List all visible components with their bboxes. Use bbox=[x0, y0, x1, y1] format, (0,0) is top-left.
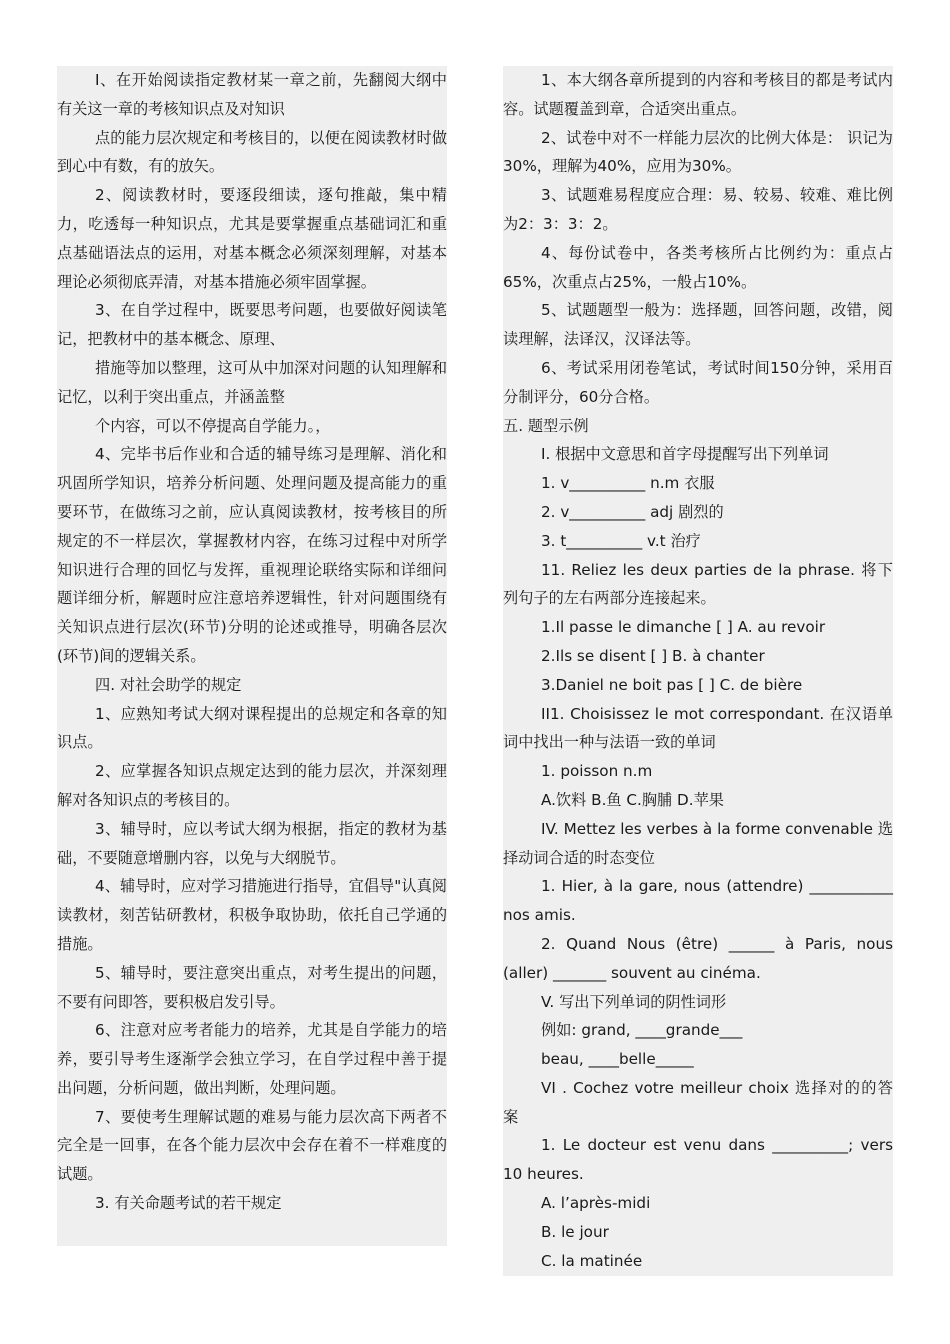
left-column-paragraph: 点的能力层次规定和考核目的，以便在阅读教材时做到心中有数，有的放矢。 bbox=[57, 128, 447, 176]
right-column-paragraph: VI . Cochez votre meilleur choix 选择对的的答案 bbox=[503, 1078, 893, 1126]
right-column-paragraph: 1、本大纲各章所提到的内容和考核目的都是考试内容。试题覆盖到章，合适突出重点。 bbox=[503, 71, 893, 118]
left-column-paragraph: 4、辅导时，应对学习措施进行指导，宜倡导"认真阅读教材，刻苦钻研教材，积极争取协助，依托自己学通的措施。 bbox=[57, 877, 447, 953]
left-column-paragraph: 3. 有关命题考试的若干规定 bbox=[95, 1194, 282, 1213]
right-column-paragraph: IV. Mettez les verbes à la forme convenable 选择动词合适的时态变位 bbox=[503, 819, 893, 867]
right-column-paragraph: 2. v__________ adj 剧烈的 bbox=[541, 502, 724, 521]
left-column-paragraph: 3、辅导时，应以考试大纲为根据，指定的教材为基础，不要随意增删内容，以免与大纲脱节。 bbox=[57, 819, 447, 867]
left-column-paragraph: 个内容，可以不停提高自学能力。， bbox=[95, 416, 331, 435]
right-column-paragraph: 3.Daniel ne boit pas [ ] C. de bière bbox=[541, 675, 803, 694]
right-column-paragraph: 1. v__________ n.m 衣服 bbox=[541, 474, 715, 493]
left-column-paragraph: 4、完毕书后作业和合适的辅导练习是理解、消化和巩固所学知识，培养分析问题、处理问题及提高能力的重要环节，在做练习之前，应认真阅读教材，按考核目的所规定的不一样层次，掌握教材内容，在练习过程中对所学知识进行合理的回忆与发挥，重视理论联络实际和详细问题详细分析，解题时应注意培养逻辑性，针对问题围绕有关知识点进行层次(环节)分明的论述或推导，明确各层次(环节)间的逻辑关系。 bbox=[57, 445, 447, 665]
right-column-paragraph: V. 写出下列单词的阴性词形 bbox=[541, 992, 727, 1011]
right-column-paragraph: beau, ____belle_____ bbox=[541, 1050, 694, 1069]
right-column-paragraph: B. le jour bbox=[541, 1222, 609, 1241]
right-column-paragraph: 6、考试采用闭卷笔试，考试时间150分钟，采用百分制评分，60分合格。 bbox=[503, 358, 893, 406]
right-column-paragraph: 5、试题题型一般为：选择题，回答问题，改错，阅读理解，法译汉，汉译法等。 bbox=[503, 301, 893, 349]
left-column-paragraph: 5、辅导时，要注意突出重点，对考生提出的问题，不要有问即答，要积极启发引导。 bbox=[57, 963, 447, 1011]
right-column-paragraph: 2. Quand Nous (être) ______ à Paris, nous (aller) _______ souvent au cinéma. bbox=[503, 934, 893, 982]
right-column-paragraph: 2.Ils se disent [ ] B. à chanter bbox=[541, 646, 765, 665]
right-column bbox=[503, 66, 893, 1276]
right-column-paragraph: 3、试题难易程度应合理：易、较易、较难、难比例为2：3：3：2。 bbox=[503, 186, 893, 233]
left-column-paragraph: 措施等加以整理，这可从中加深对问题的认知理解和记忆，以利于突出重点，并涵盖整 bbox=[57, 358, 447, 406]
right-column-paragraph: 4、每份试卷中，各类考核所占比例约为：重点占65%，次重点占25%，一般占10%。 bbox=[503, 243, 893, 291]
left-column bbox=[57, 66, 447, 1246]
right-column-paragraph: 1. Le docteur est venu dans __________; vers 10 heures. bbox=[503, 1136, 893, 1184]
right-column-paragraph: A. l’après-midi bbox=[541, 1194, 651, 1213]
left-column-paragraph: I、在开始阅读指定教材某一章之前，先翻阅大纲中有关这一章的考核知识点及对知识 bbox=[57, 71, 447, 118]
right-column-paragraph: 2、试卷中对不一样能力层次的比例大体是： 识记为30%，理解为40%，应用为30%。 bbox=[503, 128, 893, 176]
right-column-paragraph: 1. poisson n.m bbox=[541, 762, 653, 781]
right-column-paragraph: 3. t__________ v.t 治疗 bbox=[541, 531, 701, 550]
right-column-paragraph: 1.Il passe le dimanche [ ] A. au revoir bbox=[541, 618, 826, 637]
left-column-paragraph: 7、要使考生理解试题的难易与能力层次高下两者不完全是一回事，在各个能力层次中会存在着不一样难度的试题。 bbox=[57, 1107, 447, 1184]
left-column-paragraph: 3、在自学过程中，既要思考问题，也要做好阅读笔记，把教材中的基本概念、原理、 bbox=[57, 301, 447, 349]
left-column-paragraph: 6、注意对应考者能力的培养，尤其是自学能力的培养，要引导考生逐渐学会独立学习，在自学过程中善于提出问题，分析问题，做出判断，处理问题。 bbox=[57, 1021, 447, 1097]
right-column-paragraph: 五. 题型示例 bbox=[503, 416, 589, 435]
left-column-paragraph: 四. 对社会助学的规定 bbox=[95, 675, 242, 694]
right-column-paragraph: II1. Choisissez le mot correspondant. 在汉语单词中找出一种与法语一致的单词 bbox=[503, 704, 893, 752]
left-column-paragraph: 1、应熟知考试大纲对课程提出的总规定和各章的知识点。 bbox=[57, 704, 447, 752]
left-column-paragraph: 2、应掌握各知识点规定达到的能力层次，并深刻理解对各知识点的考核目的。 bbox=[57, 762, 447, 809]
right-column-paragraph: A.饮料 B.鱼 C.胸脯 D.苹果 bbox=[541, 790, 724, 809]
right-column-paragraph: C. la matinée bbox=[541, 1251, 643, 1270]
left-column-paragraph: 2、阅读教材时，要逐段细读，逐句推敲，集中精力，吃透每一种知识点，尤其是要掌握重点基础词汇和重点基础语法点的运用，对基本概念必须深刻理解，对基本理论必须彻底弄清，对基本措施必须牢固掌握。 bbox=[57, 186, 447, 291]
right-column-paragraph: 例如: grand, ____grande___ bbox=[541, 1021, 743, 1040]
right-column-paragraph: 1. Hier, à la gare, nous (attendre) ___________ nos amis. bbox=[503, 877, 893, 925]
right-column-paragraph: 11. Reliez les deux parties de la phrase. 将下列句子的左右两部分连接起来。 bbox=[503, 560, 893, 608]
right-column-paragraph: I. 根据中文意思和首字母提醒写出下列单词 bbox=[541, 445, 829, 464]
